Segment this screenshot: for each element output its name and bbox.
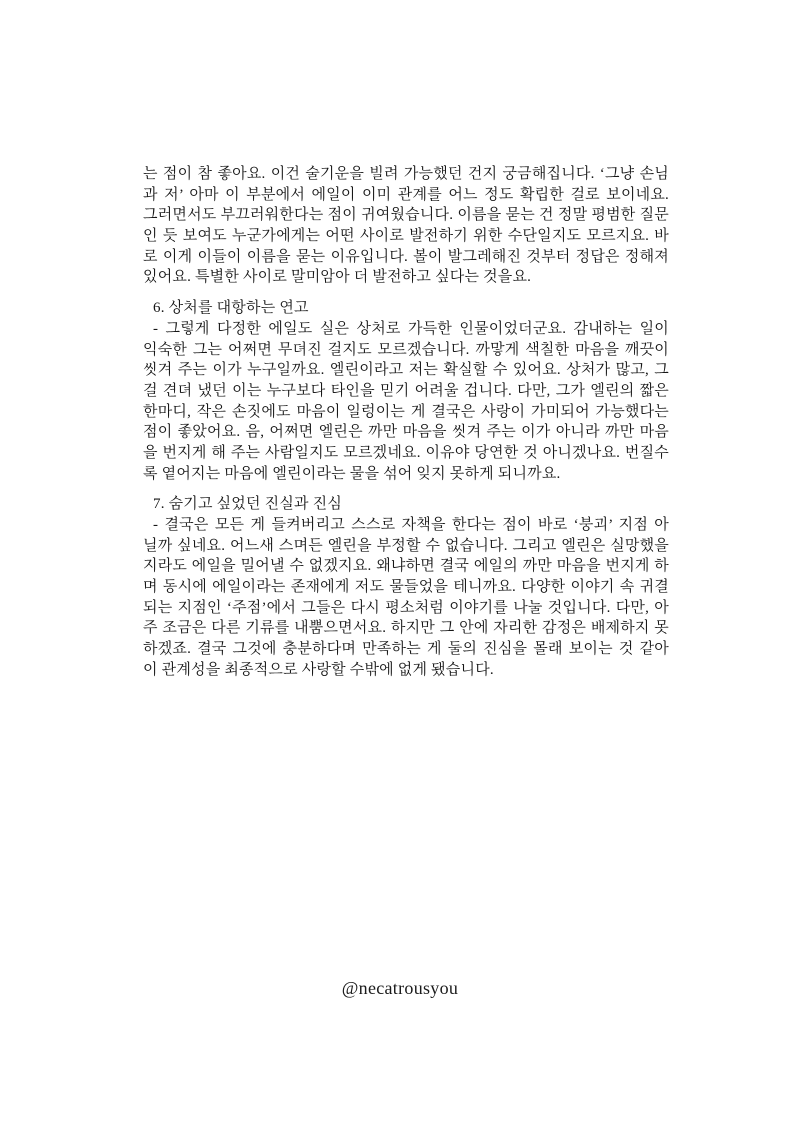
text-line: 인 듯 보여도 누군가에게는 어떤 사이로 발전하기 위한 수단일지도 모르지요. 바 — [143, 228, 669, 245]
text-line: 되는 지점인 ‘주점’에서 그들은 다시 평소처럼 이야기를 나눌 것입니다. 다만, 아 — [143, 599, 669, 616]
text-line: 는 점이 참 좋아요. 이건 술기운을 빌려 가능했던 건지 궁금해집니다. ‘그냥 손님 — [143, 166, 669, 182]
text-line: 점이 좋았어요. 음, 어쩌면 엘린은 까만 마음을 씻겨 주는 이가 아니라 까만 마음 — [143, 424, 669, 441]
text-line: 한마디, 작은 손짓에도 마음이 일렁이는 게 결국은 사랑이 가미되어 가능했다는 — [143, 403, 669, 420]
text-line: 씻겨 주는 이가 누구일까요. 엘린이라고 저는 확실할 수 있어요. 상처가 많고, 그 — [143, 362, 669, 379]
text-line: 록 옅어지는 마음에 엘린이라는 물을 섞어 잊지 못하게 되니까요. — [143, 465, 561, 482]
text-line: 지라도 에일을 밀어낼 수 없겠지요. 왜냐하면 결국 에일의 까만 마음을 번지게 하 — [143, 558, 669, 575]
footer-handle: @necatrousyou — [341, 978, 459, 998]
text-line: 걸 견뎌 냈던 이는 누구보다 타인을 믿기 어려울 겁니다. 다만, 그가 엘린의 짧은 — [143, 382, 669, 399]
text-line: 과 저’ 아마 이 부분에서 에일이 이미 관계를 어느 정도 확립한 걸로 보이네요. — [143, 186, 669, 203]
text-line: 주 조금은 다른 기류를 내뿜으면서요. 하지만 그 안에 자리한 감정은 배제하지 못 — [143, 620, 669, 637]
text-line: 있어요. 특별한 사이로 말미암아 더 발전하고 싶다는 것을요. — [143, 269, 532, 286]
text-line: - 결국은 모든 게 들켜버리고 스스로 자책을 한다는 점이 바로 ‘붕괴’ 지점 아 — [153, 517, 669, 533]
text-line: - 그렇게 다정한 에일도 실은 상처로 가득한 인물이었더군요. 감내하는 일이 — [153, 320, 669, 337]
section-6-heading: 6. 상처를 대항하는 연고 — [153, 300, 309, 317]
intro-paragraph — [143, 164, 669, 288]
text-line: 하겠죠. 결국 그것에 충분하다며 만족하는 게 둘의 진심을 몰래 보이는 것 같아 — [143, 641, 669, 658]
text-line: 로 이게 이들이 이름을 묻는 이유입니다. 볼이 발그레해진 것부터 정답은 정해져 — [143, 248, 669, 265]
text-line: 그러면서도 부끄러워한다는 점이 귀여웠습니다. 이름을 묻는 건 정말 평범한 질문 — [143, 207, 669, 224]
text-line: 며 동시에 에일이라는 존재에게 저도 물들었을 테니까요. 다양한 이야기 속 귀결 — [143, 579, 669, 596]
text-line: 익숙한 그는 어쩌면 무뎌진 걸지도 모르겠습니다. 까맣게 색칠한 마음을 깨끗이 — [143, 341, 669, 358]
section-7-heading: 7. 숨기고 싶었던 진실과 진심 — [153, 496, 343, 513]
text-line: 이 관계성을 최종적으로 사랑할 수밖에 없게 됐습니다. — [143, 661, 494, 678]
text-line: 닐까 싶네요. 어느새 스며든 엘린을 부정할 수 없습니다. 그리고 엘린은 실망했을 — [143, 537, 669, 554]
section-6 — [143, 298, 669, 484]
text-line: 을 번지게 해 주는 사람일지도 모르겠네요. 이유야 당연한 것 아니겠나요. 번질수 — [143, 444, 669, 461]
text-block — [143, 164, 669, 681]
section-7 — [143, 494, 669, 680]
